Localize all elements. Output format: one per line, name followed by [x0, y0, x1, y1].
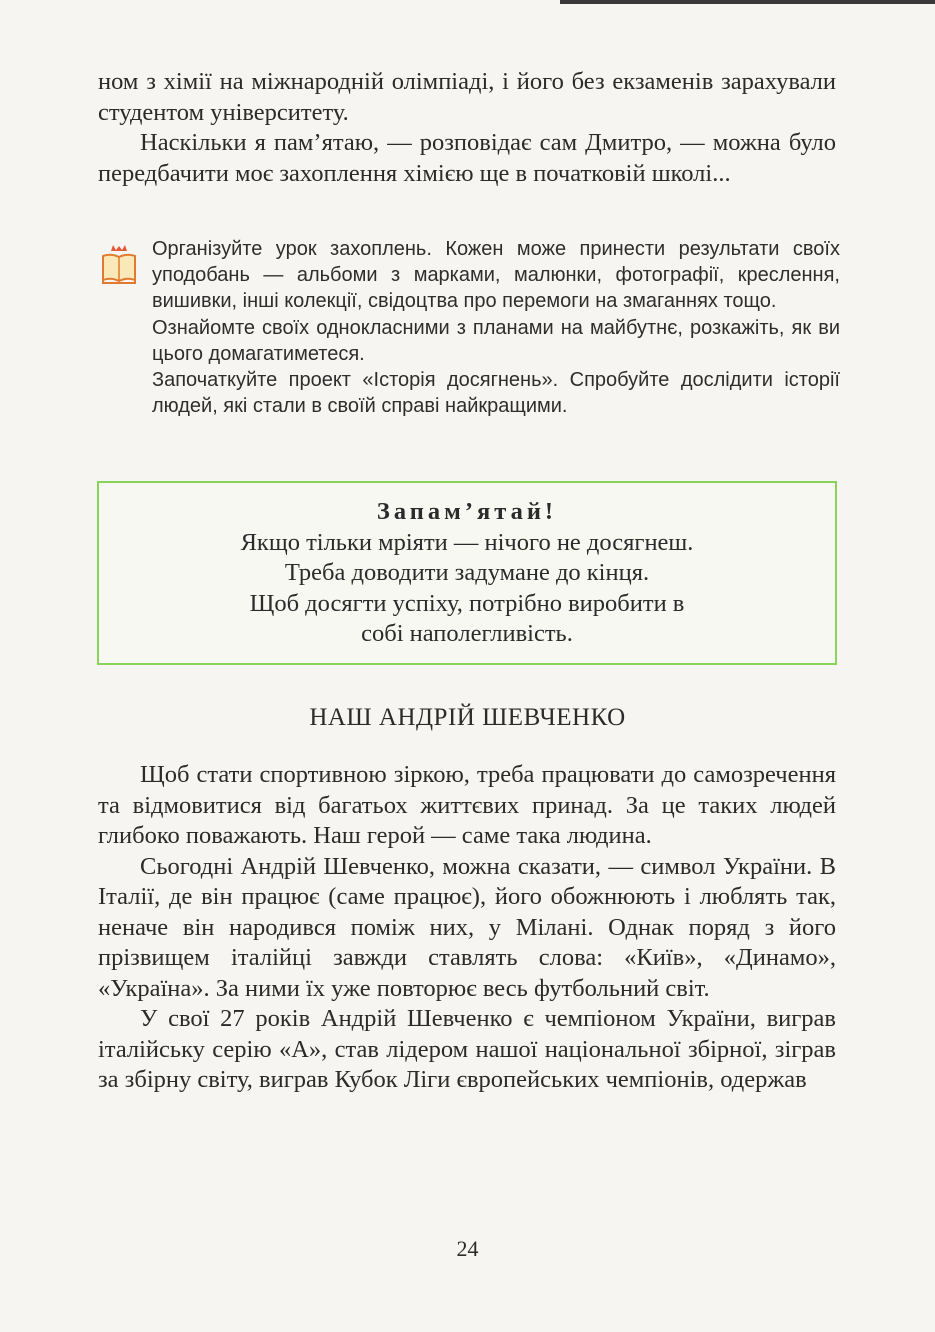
section-heading: НАШ АНДРІЙ ШЕВЧЕНКО: [309, 704, 626, 731]
remember-box: [97, 481, 837, 665]
intro-paragraph: ном з хімії на міжнародній олімпіаді, і його без екзаменів зарахували студентом університету.: [98, 68, 836, 126]
page-edge-shadow: [560, 0, 935, 4]
section-paragraph: Щоб стати спортивною зіркою, треба працювати до самозречення та відмовитися від багатьох життєвих принад. За це таких людей глибоко поважають. Наш герой — саме така людина.: [98, 761, 836, 849]
remember-line: Якщо тільки мріяти — нічого не досягнеш.: [240, 528, 694, 556]
remember-line: Щоб досягти успіху, потрібно виробити в собі наполегливість.: [249, 589, 685, 647]
page-number: 24: [456, 1236, 479, 1261]
section-paragraph: Сьогодні Андрій Шевченко, можна сказати, — символ України. В Італії, де він працює (саме працює), його обожнюють і люблять так, неначе він народився поміж них, у Мілані. Однак поряд з його прізвищем італійці завжди ставлять слова: «Київ», «Динамо», «Україна». За ними їх уже повторює весь футбольний світ.: [98, 852, 836, 1002]
tip-paragraph: Ознайомте своїх однокласними з планами на майбутнє, розкажіть, як ви цього домагатиметеся.: [152, 316, 840, 365]
section-text: [98, 760, 836, 1096]
intro-paragraph: Наскільки я пам’ятаю, — розповідає сам Дмитро, — можна було передбачити моє захоплення хімією ще в початковій школі...: [98, 129, 836, 187]
remember-line: Треба доводити задумане до кінця.: [284, 559, 650, 586]
section-paragraph: У свої 27 років Андрій Шевченко є чемпіоном України, виграв італійську серію «А», став лідером нашої національної збірної, зіграв за збірну світу, виграв Кубок Ліги європейських чемпіонів, одержав: [98, 1005, 836, 1093]
tip-paragraph: Започаткуйте проект «Історія досягнень». Спробуйте дослідити історії людей, які стали в своїй справі найкращими.: [152, 369, 840, 418]
tip-text: [152, 236, 840, 419]
tip-block: [100, 236, 840, 419]
tip-paragraph: Організуйте урок захоплень. Кожен може принести результати своїх уподобань — альбоми з марками, малюнки, фотографії, креслення, вишивки, інші колекції, свідоцтва про перемоги на змаганнях тощо.: [152, 238, 840, 313]
open-book-icon: [100, 242, 138, 286]
remember-title: Запам’ятай!: [376, 498, 558, 525]
intro-text: [98, 67, 836, 189]
